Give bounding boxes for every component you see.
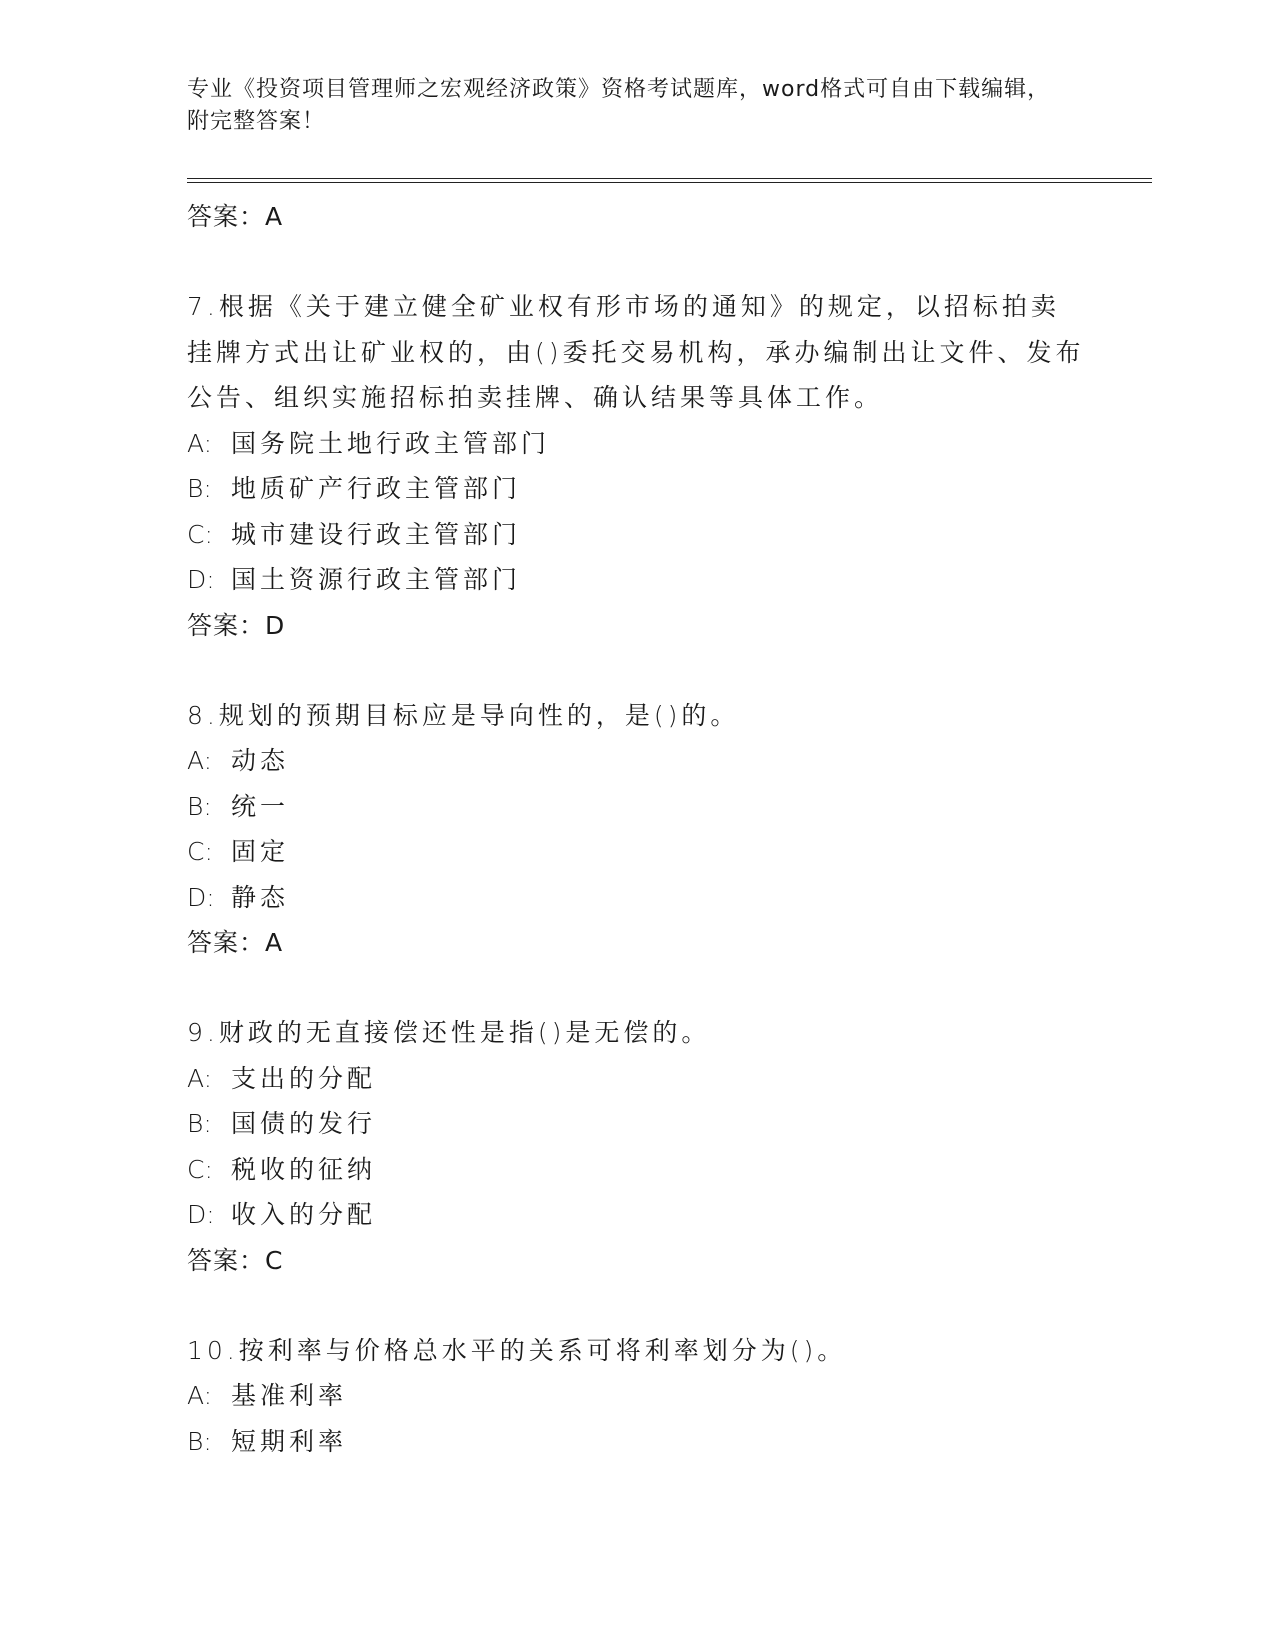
option-letter: A: — [187, 746, 213, 775]
option-b — [187, 1419, 1087, 1465]
option-b — [187, 466, 1087, 512]
document-header: 专业《投资项目管理师之宏观经济政策》资格考试题库，word格式可自由下载编辑，附完整答案！ — [187, 77, 1051, 134]
option-text: 国务院土地行政主管部门 — [231, 428, 551, 458]
option-letter: B: — [187, 474, 212, 503]
option-letter: D: — [187, 565, 215, 594]
answer-line: 答案：A — [187, 928, 284, 957]
option-letter: A: — [187, 1381, 213, 1410]
option-text: 基准利率 — [231, 1381, 348, 1410]
answer-line: 答案：A — [187, 202, 284, 231]
option-text: 固定 — [231, 837, 290, 866]
answer-line: 答案：C — [187, 1245, 284, 1275]
option-letter: B: — [187, 791, 212, 821]
option-text: 动态 — [231, 746, 290, 775]
question-text: 9.财政的无直接偿还性是指()是无偿的。 — [187, 1018, 711, 1047]
option-text: 统一 — [231, 791, 290, 821]
option-a — [187, 421, 1087, 467]
option-d — [187, 557, 1087, 603]
answer-line: 答案：D — [187, 610, 286, 640]
option-d — [187, 875, 1087, 921]
question-text: 10.按利率与价格总水平的关系可将利率划分为()。 — [187, 1335, 847, 1365]
option-c — [187, 829, 1087, 875]
option-letter: D: — [187, 882, 215, 912]
option-letter: B: — [187, 1426, 212, 1456]
option-letter: C: — [187, 519, 213, 549]
option-text: 支出的分配 — [231, 1063, 377, 1093]
option-letter: A: — [187, 428, 213, 458]
question-text: 8.规划的预期目标应是导向性的，是()的。 — [187, 700, 740, 730]
option-text: 国土资源行政主管部门 — [231, 565, 522, 594]
option-text: 短期利率 — [231, 1426, 348, 1456]
option-text: 收入的分配 — [231, 1200, 377, 1229]
option-a — [187, 738, 1087, 784]
option-d — [187, 1192, 1087, 1238]
option-letter: C: — [187, 1154, 213, 1184]
option-text: 国债的发行 — [231, 1109, 377, 1138]
option-b — [187, 1101, 1087, 1147]
option-text: 税收的征纳 — [231, 1154, 377, 1184]
option-text: 城市建设行政主管部门 — [231, 519, 522, 549]
option-a — [187, 1373, 1087, 1419]
option-a — [187, 1056, 1087, 1102]
option-b — [187, 784, 1087, 830]
option-letter: D: — [187, 1200, 215, 1229]
option-letter: A: — [187, 1063, 213, 1093]
header-rule-top — [187, 178, 1152, 179]
option-text: 静态 — [231, 882, 290, 912]
option-c — [187, 1147, 1087, 1193]
option-text: 地质矿产行政主管部门 — [231, 474, 522, 503]
question-list — [187, 194, 1087, 1464]
option-letter: B: — [187, 1109, 212, 1138]
option-letter: C: — [187, 837, 213, 866]
header-rule-bottom — [187, 182, 1152, 183]
question-text: 7.根据《关于建立健全矿业权有形市场的通知》的规定，以招标拍卖挂牌方式出让矿业权的，由()委托交易机构，承办编制出让文件、发布公告、组织实施招标拍卖挂牌、确认结果等具体工作。 — [187, 292, 1085, 412]
option-c — [187, 512, 1087, 558]
